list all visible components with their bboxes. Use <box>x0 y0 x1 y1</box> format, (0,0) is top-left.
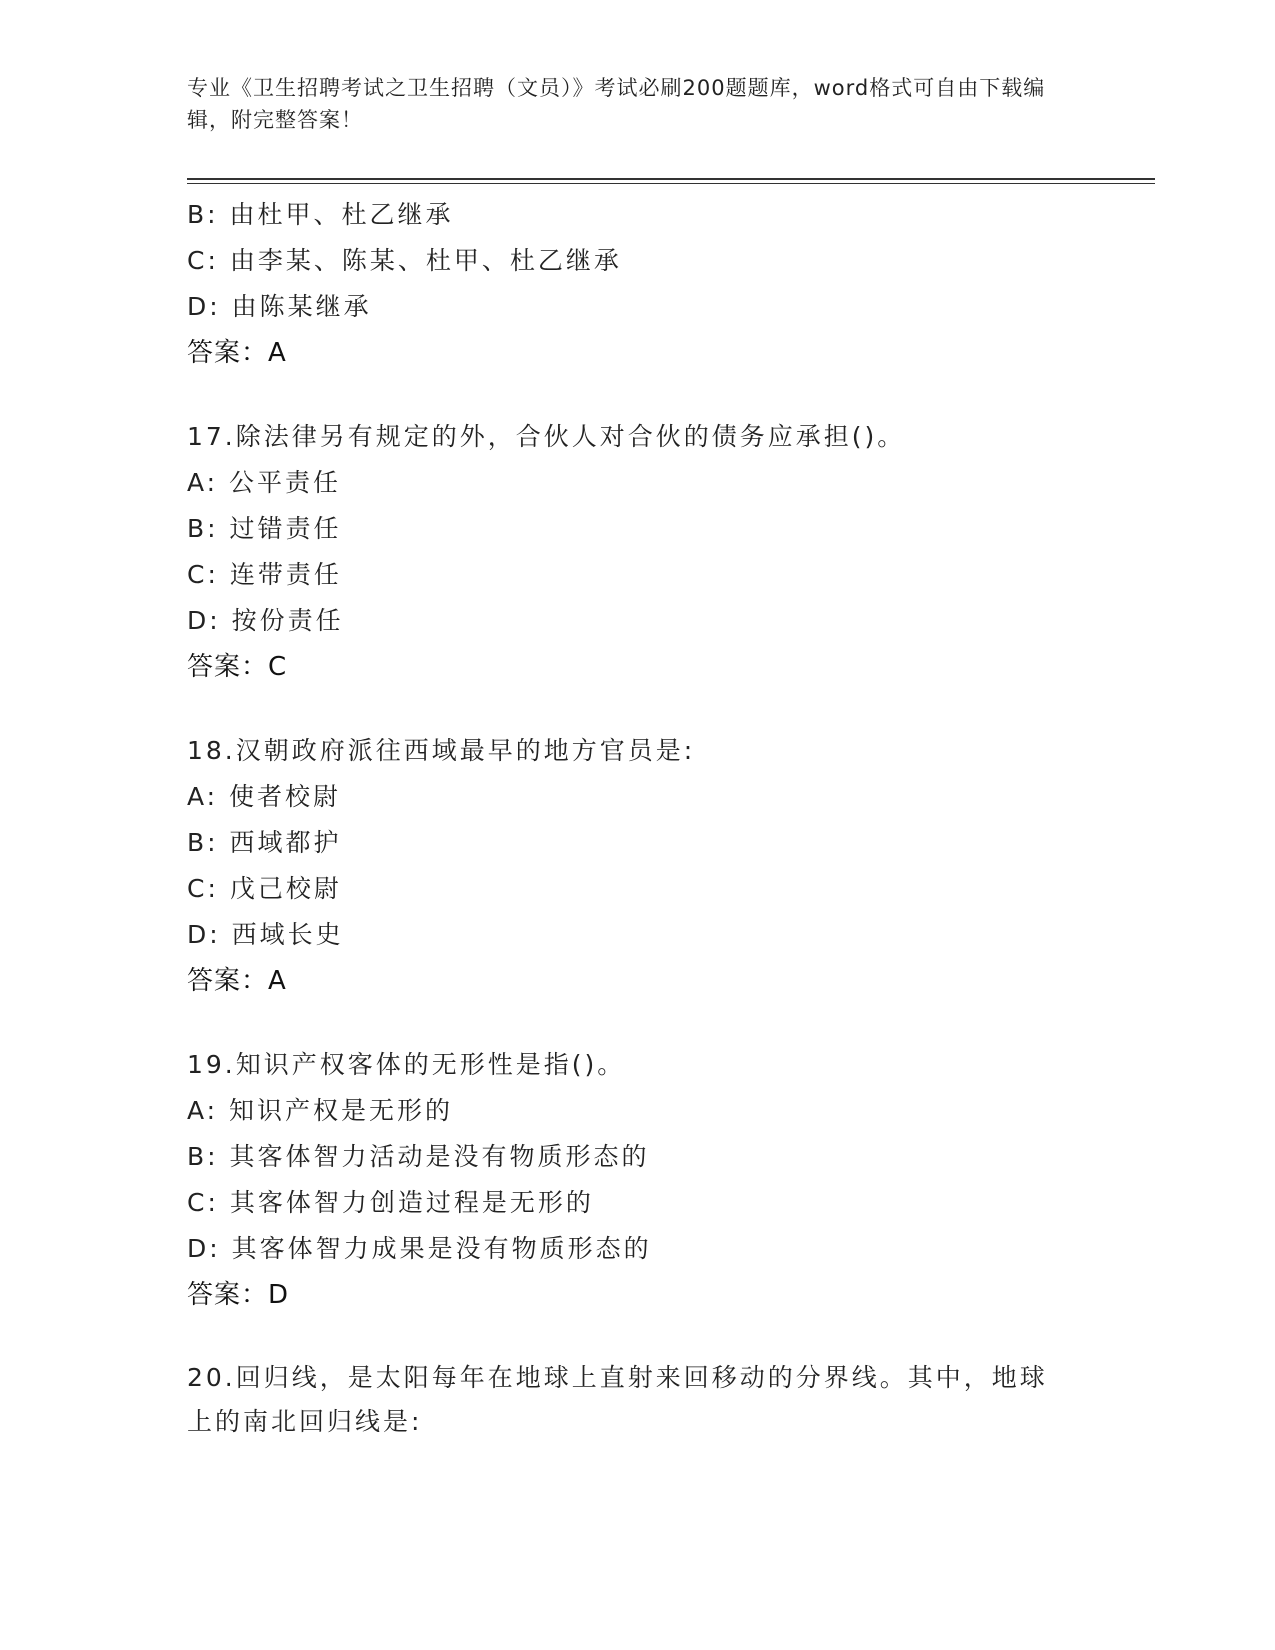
question-16-tail <box>187 192 1087 376</box>
question-text: 20.回归线，是太阳每年在地球上直射来回移动的分界线。其中，地球上的南北回归线是: <box>187 1363 1048 1436</box>
option-c: C: 由李某、陈某、杜甲、杜乙继承 <box>187 246 622 275</box>
header-divider-thick <box>187 178 1155 180</box>
option-d: D: 由陈某继承 <box>187 292 372 321</box>
spacer <box>187 690 1087 728</box>
answer-label: 答案：D <box>187 1280 290 1310</box>
document-header: 专业《卫生招聘考试之卫生招聘（文员）》考试必刷200题题库，word格式可自由下载编辑，附完整答案！ <box>187 76 1046 132</box>
question-text: 18.汉朝政府派往西域最早的地方官员是: <box>187 736 696 765</box>
option-b: B: 过错责任 <box>187 514 342 543</box>
spacer <box>187 1318 1087 1356</box>
option-d: D: 按份责任 <box>187 606 344 635</box>
option-a: A: 使者校尉 <box>187 782 342 811</box>
option-c: C: 连带责任 <box>187 560 342 589</box>
question-19 <box>187 1042 1087 1318</box>
option-a: A: 公平责任 <box>187 468 342 497</box>
header-divider-thin <box>187 183 1155 184</box>
option-b: B: 西域都护 <box>187 828 342 857</box>
spacer <box>187 376 1087 414</box>
question-20 <box>187 1356 1087 1444</box>
option-d: D: 西域长史 <box>187 920 344 949</box>
answer-label: 答案：C <box>187 652 288 682</box>
option-d: D: 其客体智力成果是没有物质形态的 <box>187 1234 652 1263</box>
question-list <box>187 192 1087 1444</box>
option-a: A: 知识产权是无形的 <box>187 1096 454 1125</box>
answer-label: 答案：A <box>187 338 287 368</box>
answer-label: 答案：A <box>187 966 287 996</box>
question-18 <box>187 728 1087 1004</box>
question-text: 17.除法律另有规定的外，合伙人对合伙的债务应承担()。 <box>187 422 906 451</box>
question-text: 19.知识产权客体的无形性是指()。 <box>187 1050 626 1079</box>
option-b: B: 其客体智力活动是没有物质形态的 <box>187 1142 650 1171</box>
option-b: B: 由杜甲、杜乙继承 <box>187 200 454 229</box>
question-17 <box>187 414 1087 690</box>
option-c: C: 戊己校尉 <box>187 874 342 903</box>
spacer <box>187 1004 1087 1042</box>
option-c: C: 其客体智力创造过程是无形的 <box>187 1188 594 1217</box>
